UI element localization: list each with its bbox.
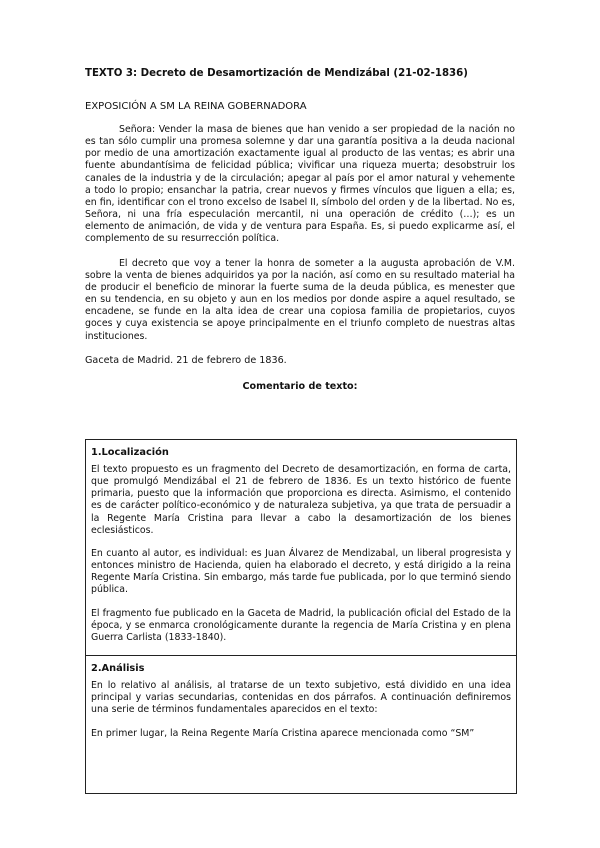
- comentario-heading: Comentario de texto:: [242, 380, 358, 392]
- localizacion-paragraph-1: El texto propuesto es un fragmento del Decreto de desamortización, en forma de carta, que promulgó Mendizábal el 21 de febrero de 1836. Es un texto histórico de fuente primaria, puesto que la información que proporciona es directa. Asimismo, el contenido es de carácter político-económico y de naturaleza subjetiva, ya que trata de persuadir a la Regente María Cristina para llevar a cabo la desamortización de los bienes eclesiásticos.: [91, 464, 511, 536]
- section-body-localizacion: [86, 464, 516, 644]
- document-subtitle: EXPOSICIÓN A SM LA REINA GOBERNADORA: [85, 101, 307, 112]
- analisis-paragraph-2: En primer lugar, la Reina Regente María Cristina aparece mencionada como “SM”: [91, 727, 475, 739]
- document-title: TEXTO 3: Decreto de Desamortización de Mendizábal (21-02-1836): [85, 68, 468, 79]
- section-heading-analisis: 2.Análisis: [86, 655, 516, 680]
- dateline: Gaceta de Madrid. 21 de febrero de 1836.: [85, 354, 287, 366]
- localizacion-paragraph-2: En cuanto al autor, es individual: es Juan Álvarez de Mendizabal, un liberal progresista y entonces ministro de Hacienda, quien ha elaborado el decreto, y está dirigido a la reina Regente María Cristina. Sin embargo, más tarde fue publicada, por lo que terminó siendo pública.: [91, 547, 511, 596]
- section-heading-localizacion: 1.Localización: [91, 447, 169, 458]
- analisis-paragraph-1: En lo relativo al análisis, al tratarse de un texto subjetivo, está dividido en una idea principal y varias secundarias, contenidas en dos párrafos. A continuación definiremos una serie de términos fundamentales aparecidos en el texto:: [91, 680, 511, 716]
- section-body-analisis: [86, 680, 516, 740]
- paragraph-1: Señora: Vender la masa de bienes que han venido a ser propiedad de la nación no es tan sólo cumplir una promesa solemne y dar una garantía positiva a la deuda nacional por medio de una amortización exactamente igual al producto de las ventas; es abrir una fuente abundantísima de felicidad pública; vivificar una riqueza muerta; desobstruir los canales de la industria y de la circulación; apegar al país por el amor natural y vehemente a todo lo propio; ensanchar la patria, crear nuevos y firmes vínculos que liguen a ella; es, en fin, identificar con el trono excelso de Isabel II, símbolo del orden y de la libertad. No es, Señora, ni una fría especulación mercantil, ni una operación de crédito (…); es un elemento de animación, de vida y de ventura para España. Es, si puedo explicarme así, el complemento de su resurrección política.: [85, 124, 515, 245]
- localizacion-paragraph-3: El fragmento fue publicado en la Gaceta de Madrid, la publicación oficial del Estado de la época, y se enmarca cronológicamente durante la regencia de María Cristina y en plena Guerra Carlista (1833-1840).: [91, 607, 511, 643]
- document-page: [85, 68, 515, 424]
- paragraph-2: El decreto que voy a tener la honra de someter a la augusta aprobación de V.M. sobre la venta de bienes adquiridos ya por la nación, así como en su resultado material ha de producir el beneficio de minorar la fuerte suma de la deuda pública, es menester que en su tendencia, en su objeto y aun en los medios por donde aspire a aquel resultado, se encadene, se funde en la alta idea de crear una copiosa familia de propietarios, cuyos goces y cuya existencia se apoye principalmente en el triunfo completo de nuestras altas instituciones.: [85, 257, 515, 342]
- commentary-box: [85, 439, 517, 794]
